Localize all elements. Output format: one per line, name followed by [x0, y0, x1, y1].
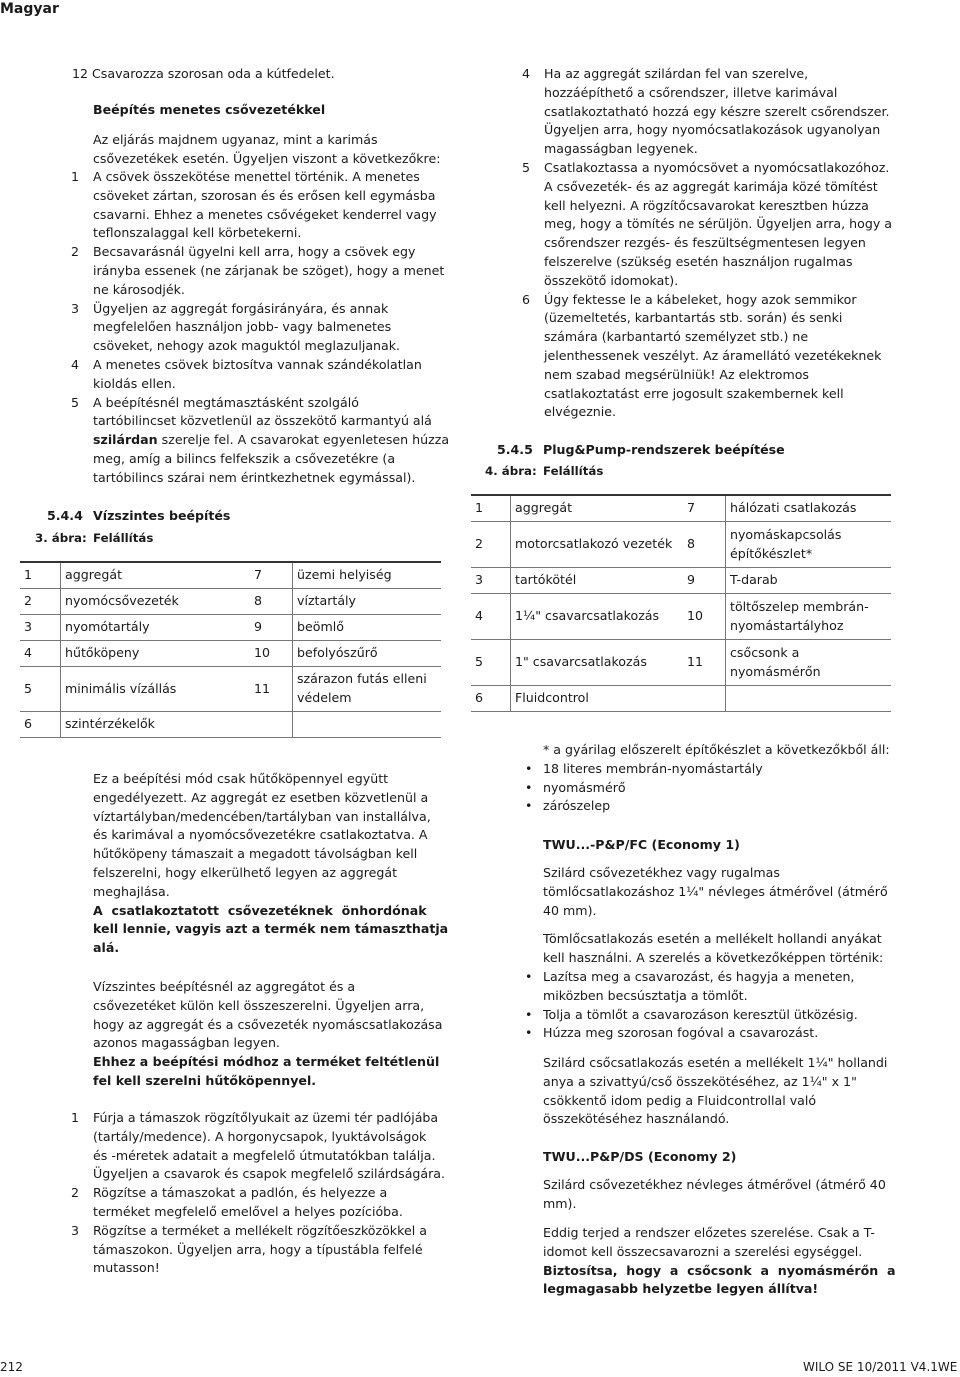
- step-line: A csövek összekötése menettel történik. A menetes: [93, 169, 420, 184]
- table-cell: 11: [250, 667, 293, 711]
- list-item: • Húzza meg szorosan fogóval a csavarozást.: [521, 1024, 901, 1043]
- step-line: Csatlakoztassa a nyomócsövet a nyomócsatlakozóhoz.: [544, 159, 890, 175]
- table-cell: 1¼" csavarcsatlakozás: [515, 608, 660, 624]
- text-line: A csatlakoztatott csővezetéknek önhordónak: [93, 902, 427, 918]
- subsection-number: 5.4.4: [47, 508, 83, 523]
- table-cell: tartókötél: [515, 572, 577, 588]
- step-line: (üzemeltetés, karbantartás stb. során) és senki: [544, 310, 843, 326]
- step-line: Becsavarásnál ügyelni kell arra, hogy a csövek egy: [93, 244, 416, 260]
- text-line: felszerelni, hogy elkerülhető legyen az aggregát: [93, 864, 398, 880]
- table-cell: 2: [471, 522, 511, 567]
- table-row: [20, 641, 441, 667]
- economy-1-paragraph: [543, 864, 903, 920]
- figure-caption: [485, 462, 603, 481]
- step-number: 3: [71, 300, 80, 316]
- text-line: legmagasabb helyzetbe legyen állítva!: [543, 1281, 819, 1297]
- text-line: Ez a beépítési mód csak hűtőköpennyel együtt: [93, 771, 389, 786]
- list-item: [522, 65, 917, 159]
- step-line: terméket megfelelő emelővel a helyes pozícióba.: [93, 1203, 403, 1219]
- text-line: összekötéséhez használandó.: [543, 1111, 730, 1127]
- step-number: 1: [71, 169, 80, 184]
- table-cell: 6: [471, 686, 511, 711]
- table-row: [471, 568, 891, 594]
- text-line: tömlőcsatlakozáshoz 1¼" névleges átmérővel (átmérő: [543, 883, 888, 899]
- intro-paragraph: [93, 131, 463, 169]
- step-line: Ügyeljen a csavarok és csapok megfelelő szilárdságára.: [93, 1166, 446, 1182]
- table-cell: 8: [683, 522, 726, 567]
- step-line: magasságban legyenek.: [544, 141, 698, 157]
- page-number: 212: [0, 1360, 23, 1374]
- text-line: mm).: [543, 1195, 577, 1211]
- text-line: hűtőköpeny támaszait a megadott távolságban kell: [93, 846, 418, 862]
- table-row: [471, 594, 891, 640]
- table-row: [20, 563, 441, 589]
- table-cell: minimális vízállás: [65, 680, 177, 696]
- text-line: alá.: [93, 940, 120, 956]
- cooling-jacket-paragraph: [93, 770, 453, 958]
- list-item: [522, 291, 917, 423]
- document-id: WILO SE 10/2011 V4.1WE: [803, 1360, 958, 1374]
- list-item: [71, 1222, 456, 1278]
- step-line: Ha az aggregát szilárdan fel van szerelve,: [544, 66, 809, 81]
- text-line: meghajlása.: [93, 883, 170, 899]
- solid-connection-paragraph: [543, 1054, 913, 1129]
- step-line: [93, 431, 451, 450]
- text-line: • Lazítsa meg a csavarozást, és hagyja a meneten,: [543, 969, 855, 984]
- table-cell: 11: [683, 640, 726, 685]
- step-line: támaszokon. Ügyeljen arra, hogy a típustábla felfelé: [93, 1241, 423, 1257]
- text-line: Ehhez a beépítési módhoz a terméket feltétlenül: [93, 1054, 440, 1070]
- intro-line-1: Az eljárás majdnem ugyanaz, mint a karimás: [93, 132, 378, 147]
- threaded-steps-list: [71, 168, 451, 488]
- bold-word: szilárdan: [93, 432, 158, 448]
- list-item: • zárószelep: [521, 797, 901, 816]
- step-line: csatlakoztatható hozzá egy készre szerelt csőrendszer.: [544, 103, 890, 119]
- text-line: csővezetéket külön kell összeszerelni. Ügyeljen arra,: [93, 997, 425, 1013]
- hose-paragraph: [543, 930, 903, 968]
- step-line: Úgy fektesse le a kábeleket, hogy azok semmikor: [544, 291, 857, 307]
- table-row: [471, 640, 891, 686]
- list-item: [71, 243, 451, 299]
- step-line: A menetes csövek biztosítva vannak szándékolatlan: [93, 356, 422, 372]
- table-cell: 2: [20, 589, 61, 614]
- intro-line-2: csővezetékek esetén. Ügyeljen viszont a következőkre:: [93, 150, 441, 166]
- step-line: (tartály/medence). A horgonycsapok, lyuktávolságok: [93, 1128, 427, 1144]
- final-paragraph: [543, 1224, 903, 1299]
- step-line: tartóbilincs szárai nem érintkezhetnek egymással).: [93, 469, 416, 485]
- text-line: Vízszintes beépítésnél az aggregátot és a: [93, 979, 356, 994]
- table-row: [20, 615, 441, 641]
- step-line: csőrendszer rezgés- és feszültségmentesen legyen: [544, 235, 866, 251]
- text-line: és karimával a nyomócsővezetékre csatlakoztatva. A: [93, 827, 428, 843]
- step-number: 4: [71, 356, 80, 372]
- table-cell: töltőszelep membrán-nyomástartályhoz: [730, 598, 869, 633]
- step-number: 12: [72, 66, 89, 81]
- text-line: Eddig terjed a rendszer előzetes szerelése. Csak a T-: [543, 1225, 875, 1240]
- table-cell: 1" csavarcsatlakozás: [515, 654, 647, 670]
- list-item: • 18 literes membrán-nyomástartály: [521, 760, 901, 779]
- kit-contents: [521, 741, 901, 816]
- list-item: [71, 1184, 456, 1222]
- step-line: Fúrja a támaszok rögzítőlyukait az üzemi tér padlójába: [93, 1110, 439, 1125]
- economy-2-title: TWU...P&P/DS (Economy 2): [543, 1149, 737, 1164]
- text-line: csökkentő idom pedig a Fluidcontrollal való: [543, 1092, 817, 1108]
- table-cell: 3: [471, 568, 511, 593]
- figure-caption: [35, 529, 153, 548]
- horizontal-install-paragraph: [93, 978, 453, 1091]
- right-steps-list: [522, 65, 917, 422]
- table-cell: [683, 686, 726, 711]
- step-text: Csavarozza szorosan oda a kútfedelet.: [92, 66, 335, 81]
- table-cell: csőcsonk a nyomásmérőn: [730, 644, 821, 679]
- step-line: összekötő idomokat).: [544, 272, 679, 288]
- text-line: engedélyezett. Az aggregát ez esetben közvetlenül a: [93, 789, 429, 805]
- table-cell: 3: [20, 615, 61, 640]
- step-number: 2: [71, 244, 80, 260]
- table-cell: 8: [250, 589, 293, 614]
- table-row: [471, 522, 891, 568]
- step-line: csatlakoztatást erre jogosult szakembernek kell: [544, 385, 844, 401]
- language-header: Magyar: [0, 1, 59, 17]
- step-line: ne károsodjék.: [93, 281, 185, 297]
- text-line: azonos magasságban legyen.: [93, 1035, 280, 1051]
- table-cell: 4: [20, 641, 61, 666]
- step-number: 2: [71, 1185, 80, 1201]
- table-row: [471, 686, 891, 712]
- table-cell: szintérzékelők: [65, 716, 155, 732]
- step-line: Ügyeljen az aggregát forgásirányára, és annak: [93, 300, 389, 316]
- table-cell: T-darab: [730, 572, 778, 588]
- text-line: fel kell szerelni hűtőköpennyel.: [93, 1072, 317, 1088]
- table-cell: nyomócsővezeték: [65, 593, 179, 609]
- step-line: Rögzítse a terméket a mellékelt rögzítőeszközökkel a: [93, 1222, 427, 1238]
- table-cell: befolyószűrő: [297, 645, 378, 661]
- step-line: nem szabad megsérülniük! Az elektromos: [544, 366, 809, 382]
- kit-intro: * a gyárilag előszerelt építőkészlet a következőkből áll:: [543, 742, 890, 757]
- table-cell: hűtőköpeny: [65, 645, 140, 661]
- left-step-12: [72, 65, 452, 84]
- step-number: 3: [71, 1222, 80, 1238]
- table-cell: 5: [471, 640, 511, 685]
- horizontal-steps-list: [71, 1109, 456, 1278]
- figure-label: 3. ábra:: [35, 531, 87, 545]
- table-cell: Fluidcontrol: [515, 690, 589, 706]
- table-cell: motorcsatlakozó vezeték: [515, 536, 673, 552]
- step-line: teflonszalaggal kell körbetekerni.: [93, 225, 302, 241]
- table-cell: 6: [20, 712, 61, 737]
- step-line: irányba essenek (ne zárjanak be szöget), hogy a menet: [93, 262, 445, 278]
- step-line: tartóbilincset közvetlenül az összekötő karmantyú alá: [93, 413, 432, 429]
- table-cell: aggregát: [65, 567, 123, 583]
- legend-table-4: [471, 494, 891, 712]
- text-line: Szilárd csőcsatlakozás esetén a mellékelt 1¼" hollandi: [543, 1055, 888, 1070]
- step-line: hozzáépíthető a csőrendszer, illetve karimával: [544, 84, 838, 100]
- step-line: csöveket zártan, szorosan és és erősen kell egymásba: [93, 187, 436, 203]
- table-cell: 7: [683, 496, 726, 521]
- step-line: csöveket, nehogy azok maguktól meglazuljanak.: [93, 338, 401, 354]
- table-cell: 10: [250, 641, 293, 666]
- step-line: Ügyeljen arra, hogy nyomócsatlakozások ugyanolyan: [544, 122, 881, 138]
- table-cell: 5: [20, 667, 61, 711]
- economy-2-paragraph: [543, 1176, 903, 1214]
- step-line: A beépítésnél megtámasztásként szolgáló: [93, 394, 359, 410]
- step-number: 5: [71, 394, 80, 410]
- step-line: és -méretek adatait a megfelelő útmutatókban találja.: [93, 1147, 436, 1163]
- step-line: A csővezeték- és az aggregát karimája közé tömítést: [544, 178, 878, 194]
- step-number: 1: [71, 1110, 80, 1125]
- subsection-heading: [497, 441, 785, 460]
- table-cell: szárazon futás elleni védelem: [297, 671, 427, 705]
- list-item: [521, 968, 901, 1006]
- figure-caption-text: Felállítás: [93, 531, 154, 545]
- subsection-title: Plug&Pump-rendszerek beépítése: [543, 442, 785, 457]
- text-line: Szilárd csővezetékhez névleges átmérővel (átmérő 40: [543, 1177, 886, 1192]
- text-line: miközben becsúsztatja a tömlőt.: [543, 987, 748, 1003]
- table-cell: 7: [250, 563, 293, 588]
- step-line: felszerelve (szükség esetén használjon rugalmas: [544, 253, 853, 269]
- subsection-title: Vízszintes beépítés: [93, 508, 231, 523]
- table-cell: üzemi helyiség: [297, 567, 392, 583]
- hose-steps-list: [521, 968, 901, 1043]
- step-line: elvégeznie.: [544, 404, 617, 420]
- step-line: meg, amíg a bilincs felfekszik a csővezetékre (a: [93, 450, 396, 466]
- step-line: megfelelően használjon jobb- vagy balmenetes: [93, 319, 392, 335]
- table-cell: hálózati csatlakozás: [730, 500, 857, 516]
- table-cell: nyomáskapcsolás építőkészlet*: [730, 526, 842, 561]
- table-cell: 1: [20, 563, 61, 588]
- list-item: [71, 394, 451, 488]
- table-cell: 1: [471, 496, 511, 521]
- step-line-rest: szerelje fel. A csavarokat egyenletesen húzza: [157, 432, 450, 448]
- subsection-heading: [47, 507, 230, 526]
- table-cell: nyomótartály: [65, 619, 150, 635]
- figure-label: 4. ábra:: [485, 464, 537, 478]
- step-line: mutasson!: [93, 1260, 160, 1276]
- text-line: idomot kell összecsavarozni a szerelési egységgel.: [543, 1243, 863, 1259]
- table-row: [20, 667, 441, 712]
- list-item: [71, 356, 451, 394]
- table-row: [20, 589, 441, 615]
- section-title: Beépítés menetes csővezetékkel: [93, 102, 326, 117]
- table-row: [471, 496, 891, 522]
- text-line: víztartályban/medencében/tartályban van installálva,: [93, 808, 431, 824]
- table-cell: [250, 712, 293, 737]
- list-item: [71, 1109, 456, 1184]
- step-line: kioldás ellen.: [93, 375, 176, 391]
- table-cell: 4: [471, 594, 511, 639]
- table-cell: aggregát: [515, 500, 573, 516]
- list-item: [71, 300, 451, 356]
- text-line: kell használni. A szerelés a következőképpen történik:: [543, 949, 884, 965]
- step-line: kell helyezni. A rögzítőcsavarokat keresztben húzza: [544, 197, 869, 213]
- text-line: Tömlőcsatlakozás esetén a mellékelt hollandi anyákat: [543, 931, 882, 946]
- table-cell: 9: [250, 615, 293, 640]
- step-line: meg, hogy a tömítés ne sérüljön. Ügyeljen arra, hogy a: [544, 216, 893, 232]
- table-row: [20, 712, 441, 738]
- list-item: [522, 159, 917, 291]
- text-line: anya a szivattyú/cső összekötéséhez, az 1¼" x 1": [543, 1073, 857, 1089]
- economy-1-title: TWU...-P&P/FC (Economy 1): [543, 837, 740, 852]
- legend-table-3: [20, 561, 441, 738]
- step-line: Rögzítse a támaszokat a padlón, és helyezze a: [93, 1185, 388, 1201]
- table-cell: 9: [683, 568, 726, 593]
- step-number: 4: [522, 66, 531, 81]
- text-line: 40 mm).: [543, 902, 597, 918]
- step-line: csavarni. Ehhez a menetes csővégeket kenderrel vagy: [93, 206, 437, 222]
- table-cell: beömlő: [297, 619, 344, 635]
- figure-caption-text: Felállítás: [543, 464, 604, 478]
- table-cell: víztartály: [297, 593, 357, 609]
- text-line: Szilárd csővezetékhez vagy rugalmas: [543, 865, 780, 880]
- text-line: hogy az aggregát és a csővezeték nyomáscsatlakozása: [93, 1016, 443, 1032]
- text-line: kell lennie, vagyis azt a termék nem támaszthatja: [93, 921, 449, 937]
- step-line: jelenthessenek veszélyt. Az áramellátó vezetékeknek: [544, 347, 882, 363]
- list-item: [71, 168, 451, 243]
- subsection-number: 5.4.5: [497, 442, 533, 457]
- step-number: 6: [522, 291, 531, 307]
- step-line: számára (karbantartó személyzet stb.) ne: [544, 329, 809, 345]
- table-cell: 10: [683, 594, 726, 639]
- step-number: 5: [522, 159, 531, 175]
- list-item: • nyomásmérő: [521, 779, 901, 798]
- text-line: Biztosítsa, hogy a csőcsonk a nyomásmérőn a: [543, 1262, 896, 1278]
- list-item: • Tolja a tömlőt a csavarozáson keresztül ütközésig.: [521, 1006, 901, 1025]
